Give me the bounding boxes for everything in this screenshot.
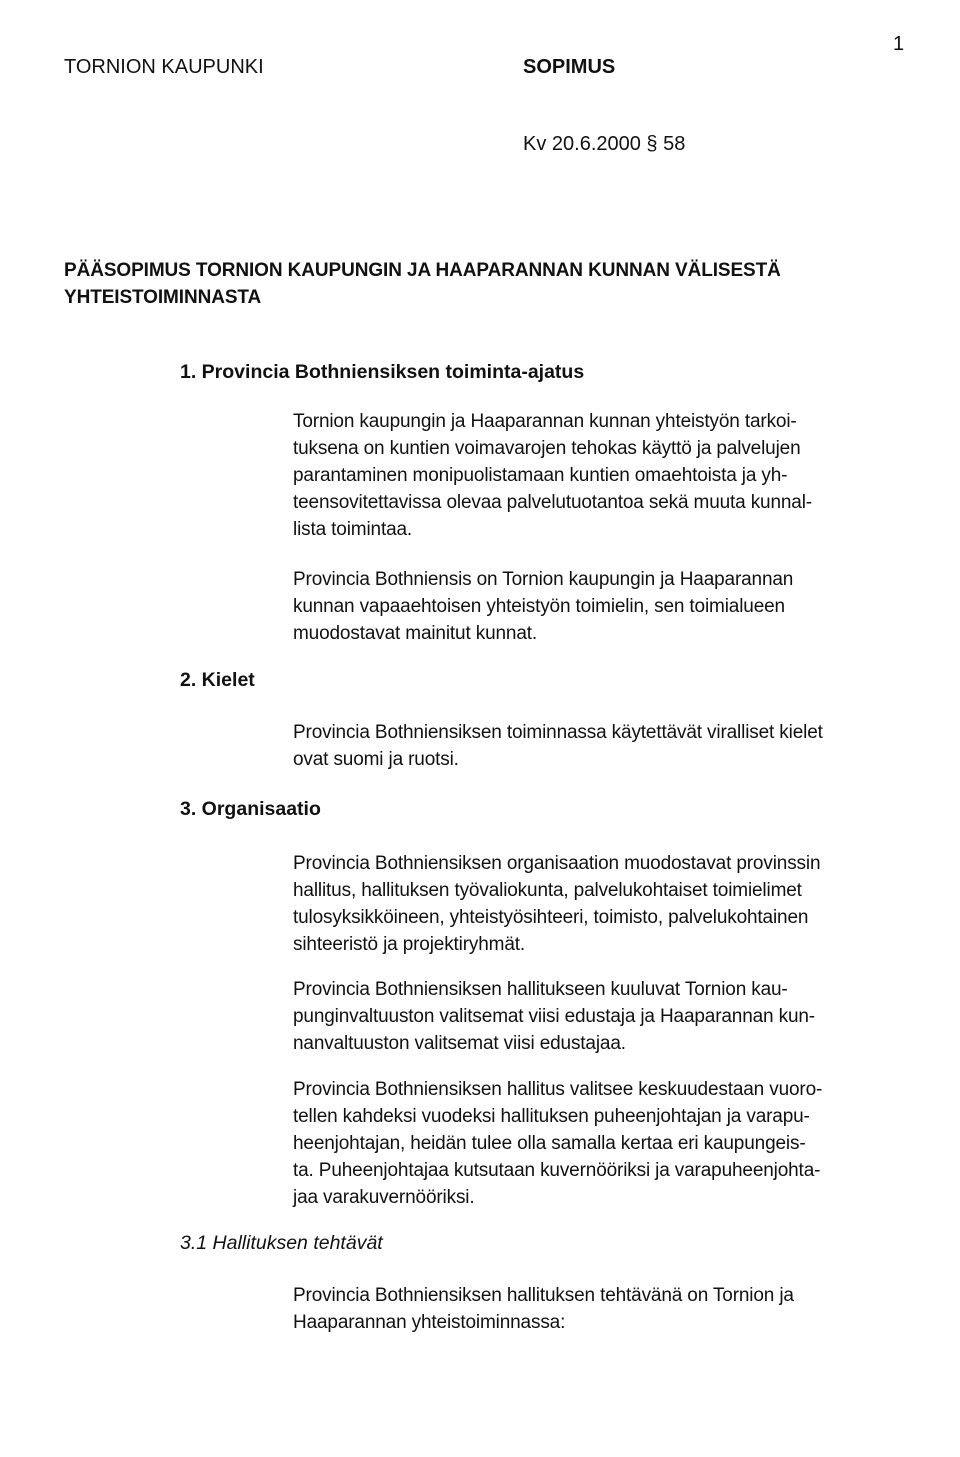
paragraph-line: punginvaltuuston valitsemat viisi edustaja ja Haaparannan kun- (293, 1006, 815, 1027)
section-3-1-heading: 3.1 Hallituksen tehtävät (180, 1232, 383, 1254)
paragraph-line: kunnan vapaaehtoisen yhteistyön toimielin, sen toimialueen (293, 596, 785, 617)
paragraph-line: muodostavat mainitut kunnat. (293, 623, 537, 644)
title-line: PÄÄSOPIMUS TORNION KAUPUNGIN JA HAAPARANNAN KUNNAN VÄLISESTÄ (64, 260, 781, 281)
paragraph-line: tellen kahdeksi vuodeksi hallituksen puheenjohtajan ja varapu- (293, 1106, 810, 1127)
paragraph-line: ta. Puheenjohtajaa kutsutaan kuvernööriksi ja varapuheenjohta- (293, 1160, 821, 1181)
paragraph-line: tulosyksikköineen, yhteistyösihteeri, toimisto, palvelukohtainen (293, 907, 809, 928)
paragraph-line: Tornion kaupungin ja Haaparannan kunnan yhteistyön tarkoi- (293, 411, 797, 432)
section-1-paragraph-1 (293, 408, 913, 543)
document-type: SOPIMUS (523, 56, 616, 78)
section-3-paragraph-3 (293, 1076, 913, 1211)
paragraph-line: teensovitettavissa olevaa palvelutuotantoa sekä muuta kunnal- (293, 492, 812, 513)
section-3-paragraph-2 (293, 976, 913, 1057)
paragraph-line: Provincia Bothniensiksen toiminnassa käytettävät viralliset kielet (293, 722, 823, 743)
page-number: 1 (893, 33, 905, 55)
paragraph-line: nanvaltuuston valitsemat viisi edustajaa. (293, 1033, 626, 1054)
section-3-1-paragraph-1 (293, 1282, 913, 1336)
paragraph-line: heenjohtajan, heidän tulee olla samalla kertaa eri kaupungeis- (293, 1133, 806, 1154)
title-line: YHTEISTOIMINNASTA (64, 287, 262, 308)
paragraph-line: sihteeristö ja projektiryhmät. (293, 934, 526, 955)
paragraph-line: Provincia Bothniensiksen hallituksen tehtävänä on Tornion ja (293, 1285, 794, 1306)
section-1-heading: 1. Provincia Bothniensiksen toiminta-ajatus (180, 361, 585, 383)
paragraph-line: hallitus, hallituksen työvaliokunta, palvelukohtaiset toimielimet (293, 880, 802, 901)
paragraph-line: Haaparannan yhteistoiminnassa: (293, 1312, 566, 1333)
paragraph-line: jaa varakuvernööriksi. (293, 1187, 475, 1208)
paragraph-line: Provincia Bothniensiksen organisaation muodostavat provinssin (293, 853, 821, 874)
organization-name: TORNION KAUPUNKI (64, 56, 264, 78)
paragraph-line: lista toimintaa. (293, 519, 413, 540)
document-reference: Kv 20.6.2000 § 58 (523, 133, 686, 155)
section-3-paragraph-1 (293, 850, 913, 958)
paragraph-line: ovat suomi ja ruotsi. (293, 749, 459, 770)
paragraph-line: Provincia Bothniensis on Tornion kaupungin ja Haaparannan (293, 569, 794, 590)
section-2-heading: 2. Kielet (180, 669, 255, 691)
paragraph-line: Provincia Bothniensiksen hallitukseen kuuluvat Tornion kau- (293, 979, 788, 1000)
paragraph-line: Provincia Bothniensiksen hallitus valitsee keskuudestaan vuoro- (293, 1079, 823, 1100)
section-2-paragraph-1 (293, 719, 913, 773)
paragraph-line: tuksena on kuntien voimavarojen tehokas käyttö ja palvelujen (293, 438, 801, 459)
document-title (64, 257, 781, 311)
paragraph-line: parantaminen monipuolistamaan kuntien omaehtoista ja yh- (293, 465, 788, 486)
section-3-heading: 3. Organisaatio (180, 798, 321, 820)
section-1-paragraph-2 (293, 566, 913, 647)
